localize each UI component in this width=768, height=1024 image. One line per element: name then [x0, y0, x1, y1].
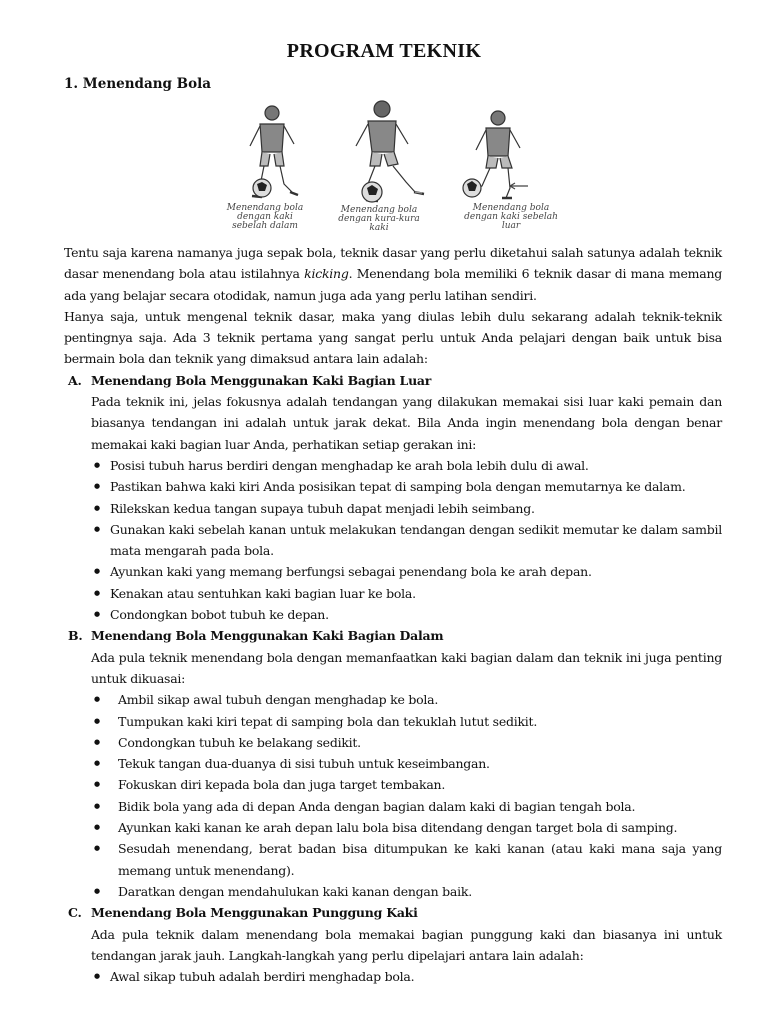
list-item: ● Ambil sikap awal tubuh dengan menghadap ke bola.	[64, 689, 722, 710]
bullet-list	[64, 966, 722, 987]
subsection-heading: A. Menendang Bola Menggunakan Kaki Bagian Luar	[68, 372, 432, 388]
intro-paragraph: Hanya saja, untuk mengenal teknik dasar, maka yang diulas lebih dulu sekarang adalah teknik-teknik pentingnya saja. Ada 3 teknik pertama yang sangat perlu untuk Anda pelajari dengan baik untuk bisa bermain bola dan teknik yang dimaksud antara lain adalah:	[64, 308, 722, 367]
list-item: ● Sesudah menendang, berat badan bisa ditumpukan ke kaki kanan (atau kaki mana saja yang memang untuk menendang).	[64, 838, 722, 881]
list-item: ● Condongkan tubuh ke belakang sedikit.	[64, 732, 722, 753]
figure-caption: Menendang bola dengan kaki sebelah dalam	[226, 203, 304, 231]
list-item: ● Ayunkan kaki kanan ke arah depan lalu bola bisa ditendang dengan target bola di samping.	[64, 817, 722, 838]
italic-term: kicking	[304, 266, 349, 282]
subsection-paragraph: Ada pula teknik dalam menendang bola memakai bagian punggung kaki dan biasanya ini untuk tendangan jarak jauh. Langkah-langkah yang perlu dipelajari antara lain adalah:	[91, 926, 722, 963]
page-title: PROGRAM TEKNIK	[286, 40, 482, 62]
list-item: ● Tumpukan kaki kiri tepat di samping bola dan tekuklah lutut sedikit.	[64, 711, 722, 732]
subsection-paragraph: Pada teknik ini, jelas fokusnya adalah tendangan yang dilakukan memakai sisi luar kaki pemain dan biasanya tendangan ini adalah untuk jarak dekat. Bila Anda ingin menendang bola dengan benar memakai kaki bagian luar Anda, perhatikan setiap gerakan ini:	[91, 394, 722, 452]
list-item: ● Condongkan bobot tubuh ke depan.	[64, 604, 722, 625]
list-item: ● Tekuk tangan dua-duanya di sisi tubuh untuk keseimbangan.	[64, 753, 722, 774]
list-item: ● Daratkan dengan mendahulukan kaki kanan dengan baik.	[64, 881, 722, 902]
list-item: ● Rilekskan kedua tangan supaya tubuh dapat menjadi lebih seimbang.	[64, 498, 722, 519]
list-item: ● Posisi tubuh harus berdiri dengan menghadap ke arah bola lebih dulu di awal.	[64, 455, 722, 476]
list-item: ● Awal sikap tubuh adalah berdiri menghadap bola.	[64, 966, 722, 987]
list-item: ● Gunakan kaki sebelah kanan untuk melakukan tendangan dengan sedikit memutar ke dalam sambil mata mengarah pada bola.	[64, 519, 722, 562]
figure-caption: Menendang bola dengan kaki sebelah luar	[464, 203, 558, 231]
kicking-illustration	[210, 96, 570, 232]
list-item: ● Kenakan atau sentuhkan kaki bagian luar ke bola.	[64, 583, 722, 604]
list-item: ● Bidik bola yang ada di depan Anda dengan bagian dalam kaki di bagian tengah bola.	[64, 796, 722, 817]
player-figure-2	[356, 101, 424, 202]
bullet-list	[64, 689, 722, 902]
bullet-list	[64, 455, 722, 625]
body-text	[64, 242, 722, 987]
subsection-heading: B. Menendang Bola Menggunakan Kaki Bagian Dalam	[68, 628, 444, 644]
intro-paragraph: Tentu saja karena namanya juga sepak bola, teknik dasar yang perlu diketahui salah satunya adalah teknik dasar menendang bola atau istilahnya kicking. Menendang bola memiliki 6 teknik dasar di mana memang ada yang belajar secara otodidak, namun juga ada yang perlu latihan sendiri.	[64, 245, 722, 303]
list-item: ● Pastikan bahwa kaki kiri Anda posisikan tepat di samping bola dengan memutarnya ke dalam.	[64, 476, 722, 497]
subsection-paragraph: Ada pula teknik menendang bola dengan memanfaatkan kaki bagian dalam dan teknik ini juga penting untuk dikuasai:	[91, 649, 722, 686]
figure-caption: Menendang bola dengan kura-kura kaki	[338, 205, 420, 233]
player-figure-3	[463, 111, 528, 198]
player-figure-1	[250, 106, 298, 197]
list-item: ● Ayunkan kaki yang memang berfungsi sebagai penendang bola ke arah depan.	[64, 561, 722, 582]
list-item: ● Fokuskan diri kepada bola dan juga target tembakan.	[64, 774, 722, 795]
section-heading: 1. Menendang Bola	[64, 76, 211, 92]
subsection-heading: C. Menendang Bola Menggunakan Punggung Kaki	[68, 905, 418, 921]
